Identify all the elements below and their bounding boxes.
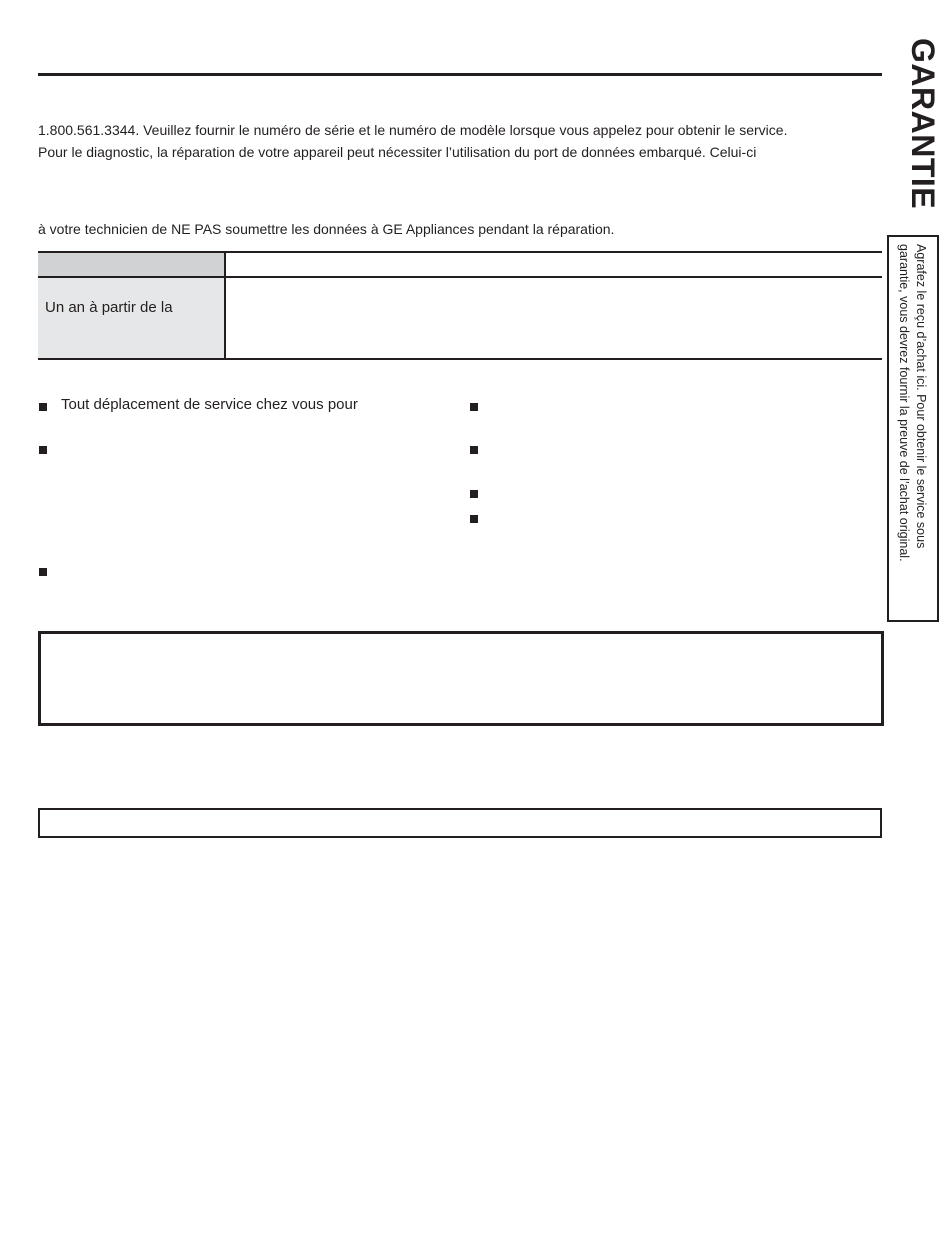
- footer-box: [38, 808, 882, 838]
- intro-line-3: à votre technicien de NE PAS soumettre les données à GE Appliances pendant la réparation.: [38, 221, 615, 237]
- bullet-right-4: [470, 515, 478, 523]
- side-title-text: GARANTIE: [905, 38, 941, 210]
- table-header-left-cell: [38, 253, 224, 276]
- receipt-staple-box: [887, 235, 939, 622]
- bullet-right-2: [470, 446, 478, 454]
- bullet-left-1-text: Tout déplacement de service chez vous pour: [61, 396, 358, 413]
- notice-box: [38, 631, 884, 726]
- receipt-note-text: [895, 244, 929, 562]
- bullet-left-2: [39, 446, 47, 454]
- top-rule: [38, 73, 882, 76]
- bullet-right-1: [470, 403, 478, 411]
- bullet-left-1: [39, 403, 47, 411]
- side-title: [902, 38, 944, 218]
- warranty-period-text: Un an à partir de la: [45, 299, 173, 316]
- warranty-table: [38, 251, 882, 360]
- table-column-divider: [224, 251, 226, 360]
- receipt-note-line-1: Agrafez le reçu d’achat ici. Pour obtenir le service sous: [914, 244, 928, 549]
- intro-line-1: 1.800.561.3344. Veuillez fournir le numéro de série et le numéro de modèle lorsque vous appelez pour obtenir le service.: [38, 122, 788, 138]
- bullet-right-3: [470, 490, 478, 498]
- intro-line-2: Pour le diagnostic, la réparation de votre appareil peut nécessiter l’utilisation du port de données embarqué. Celui-ci: [38, 144, 757, 160]
- receipt-note-line-2: garantie, vous devrez fournir la preuve de l’achat original.: [897, 244, 911, 562]
- table-period-cell: [38, 278, 224, 358]
- table-bottom-border: [38, 358, 882, 360]
- bullet-left-3: [39, 568, 47, 576]
